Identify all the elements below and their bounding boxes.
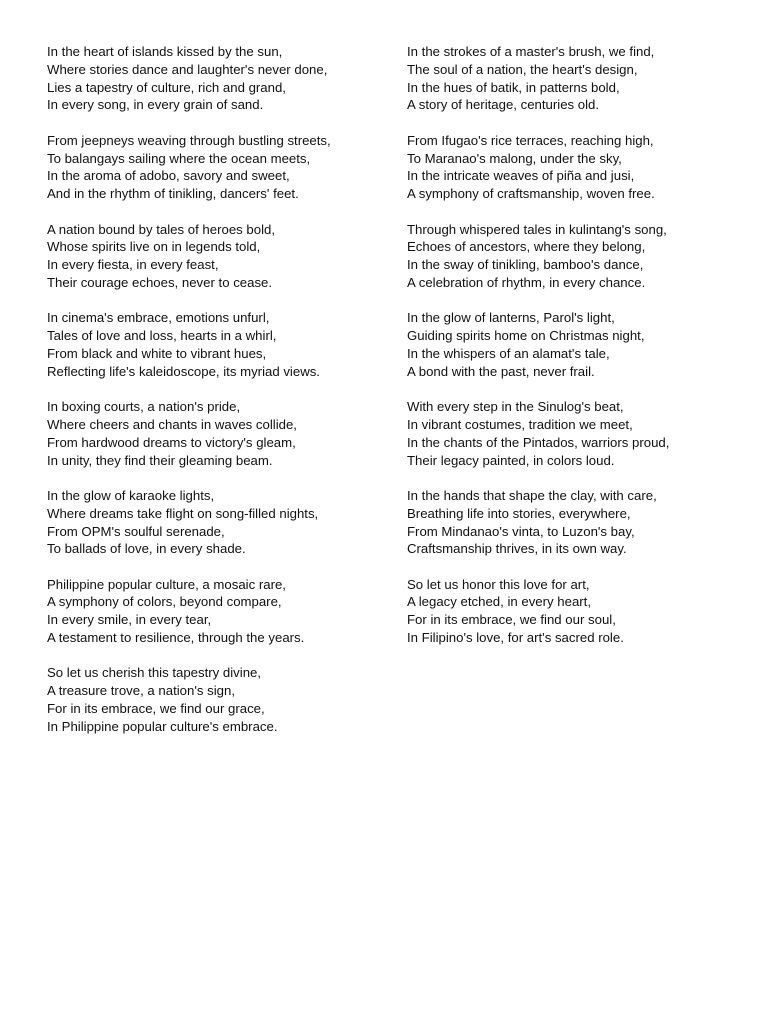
poem-line: Where cheers and chants in waves collide, [47, 416, 297, 432]
poem-stanza [407, 309, 737, 380]
poem-line: In Philippine popular culture's embrace. [47, 718, 278, 734]
poem-line: A nation bound by tales of heroes bold, [47, 221, 276, 237]
poem-line: In the hues of batik, in patterns bold, [407, 79, 620, 95]
poem-stanza [47, 43, 377, 114]
poem-line: A symphony of craftsmanship, woven free. [407, 186, 655, 202]
poem-line: In the glow of karaoke lights, [47, 487, 215, 503]
poem-line: Tales of love and loss, hearts in a whirl, [47, 328, 277, 344]
poem-line: A story of heritage, centuries old. [407, 97, 600, 113]
poem-line: Their courage echoes, never to cease. [47, 274, 273, 290]
poem-line: A celebration of rhythm, in every chance. [407, 274, 646, 290]
poem-line: In every smile, in every tear, [47, 612, 212, 628]
poem-line: To ballads of love, in every shade. [47, 541, 246, 557]
poem-line: In every song, in every grain of sand. [47, 97, 264, 113]
poem-stanza [47, 487, 377, 558]
poem-line: From black and white to vibrant hues, [47, 345, 267, 361]
poem-line: Breathing life into stories, everywhere, [407, 505, 631, 521]
poem-stanza [407, 43, 737, 114]
poem-line: In boxing courts, a nation's pride, [47, 399, 241, 415]
poem-line: Craftsmanship thrives, in its own way. [407, 541, 627, 557]
poem-line: A treasure trove, a nation's sign, [47, 683, 235, 699]
poem-line: In the aroma of adobo, savory and sweet, [47, 168, 290, 184]
poem-line: And in the rhythm of tinikling, dancers' feet. [47, 186, 299, 202]
poem-stanza [47, 309, 377, 380]
poem-line: Philippine popular culture, a mosaic rare, [47, 576, 286, 592]
left-poem-column [47, 43, 377, 753]
poem-line: In the whispers of an alamat's tale, [407, 345, 610, 361]
poem-line: For in its embrace, we find our soul, [407, 612, 616, 628]
poem-stanza [407, 398, 737, 469]
poem-line: Where dreams take flight on song-filled nights, [47, 505, 319, 521]
poem-stanza [47, 664, 377, 735]
poem-line: In cinema's embrace, emotions unfurl, [47, 310, 270, 326]
poem-stanza [47, 576, 377, 647]
poem-stanza [407, 576, 737, 647]
poem-stanza [407, 132, 737, 203]
poem-line: From OPM's soulful serenade, [47, 523, 225, 539]
poem-line: So let us honor this love for art, [407, 576, 590, 592]
poem-line: In the chants of the Pintados, warriors proud, [407, 434, 670, 450]
poem-line: In vibrant costumes, tradition we meet, [407, 416, 633, 432]
poem-line: In Filipino's love, for art's sacred role. [407, 630, 624, 646]
poem-line: A symphony of colors, beyond compare, [47, 594, 282, 610]
poem-stanza [47, 398, 377, 469]
poem-line: Lies a tapestry of culture, rich and grand, [47, 79, 286, 95]
poem-stanza [407, 221, 737, 292]
poem-line: From Mindanao's vinta, to Luzon's bay, [407, 523, 635, 539]
poem-line: With every step in the Sinulog's beat, [407, 399, 624, 415]
poem-line: A testament to resilience, through the years. [47, 630, 305, 646]
poem-line: In the intricate weaves of piña and jusi, [407, 168, 635, 184]
poem-line: For in its embrace, we find our grace, [47, 701, 265, 717]
poem-line: In the glow of lanterns, Parol's light, [407, 310, 615, 326]
poem-line: The soul of a nation, the heart's design, [407, 61, 638, 77]
poem-line: Through whispered tales in kulintang's song, [407, 221, 667, 237]
poem-line: In unity, they find their gleaming beam. [47, 452, 273, 468]
poem-stanza [47, 132, 377, 203]
poem-line: From Ifugao's rice terraces, reaching high, [407, 132, 654, 148]
right-poem-column [407, 43, 737, 664]
poem-line: Guiding spirits home on Christmas night, [407, 328, 645, 344]
poem-line: From jeepneys weaving through bustling streets, [47, 132, 331, 148]
poem-line: A bond with the past, never frail. [407, 363, 595, 379]
poem-line: A legacy etched, in every heart, [407, 594, 591, 610]
poem-line: In the hands that shape the clay, with care, [407, 487, 657, 503]
poem-line: Reflecting life's kaleidoscope, its myriad views. [47, 363, 320, 379]
poem-line: To balangays sailing where the ocean meets, [47, 150, 311, 166]
poem-line: In the sway of tinikling, bamboo's dance, [407, 257, 644, 273]
poem-line: In the strokes of a master's brush, we find, [407, 44, 655, 59]
poem-line: Whose spirits live on in legends told, [47, 239, 261, 255]
poem-line: In every fiesta, in every feast, [47, 257, 219, 273]
poem-line: In the heart of islands kissed by the sun, [47, 44, 283, 59]
poem-line: From hardwood dreams to victory's gleam, [47, 434, 296, 450]
poem-line: Their legacy painted, in colors loud. [407, 452, 615, 468]
poem-line: Where stories dance and laughter's never done, [47, 61, 328, 77]
poem-line: To Maranao's malong, under the sky, [407, 150, 622, 166]
poem-stanza [407, 487, 737, 558]
poem-line: So let us cherish this tapestry divine, [47, 665, 262, 681]
poem-line: Echoes of ancestors, where they belong, [407, 239, 646, 255]
poem-stanza [47, 221, 377, 292]
